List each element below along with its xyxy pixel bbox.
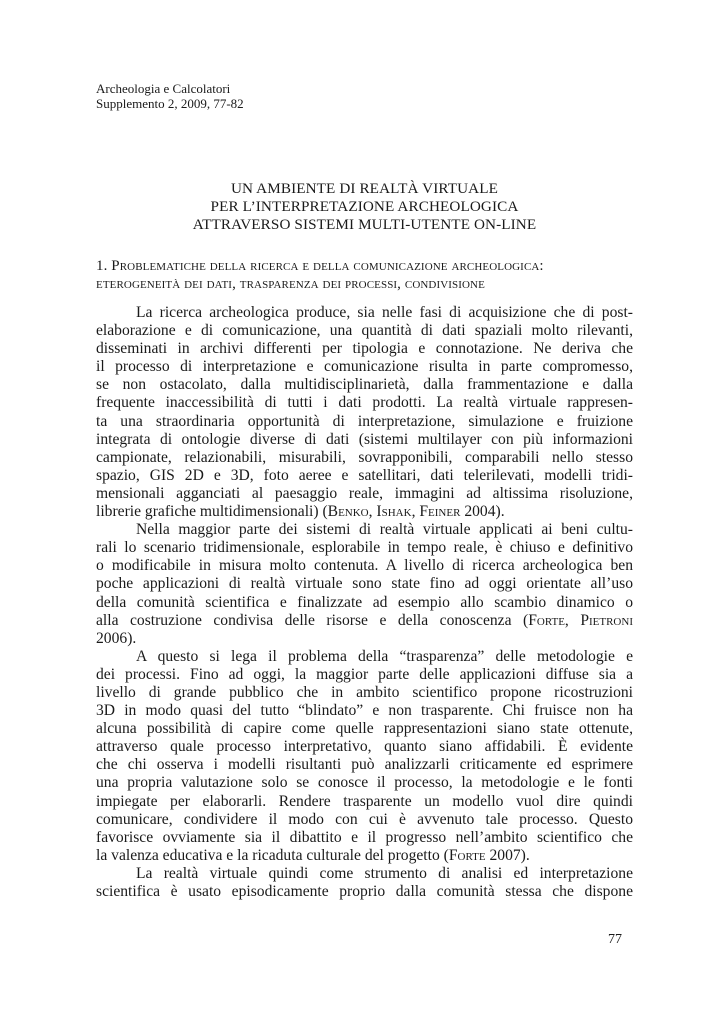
body-text — [96, 304, 633, 901]
body-line-text: alla costruzione condivisa delle risorse e della conoscenza ( — [96, 611, 529, 629]
body-line: il processo di interpretazione e comunicazione risulta in parte compromesso, — [96, 358, 633, 376]
body-line: campionate, relazionabili, misurabili, sovrapponibili, comparabili nello stesso — [96, 448, 633, 466]
body-line: comunicare, condividere il modo con cui è avvenuto tale processo. Questo — [96, 810, 633, 828]
journal-header — [96, 81, 244, 111]
page-number: 77 — [608, 932, 622, 947]
body-line: impiegate per elaborarli. Rendere trasparente un modello vuol dire quindi — [96, 792, 633, 810]
citation-authors: Benko, Ishak, Feiner — [327, 503, 461, 521]
body-line-text: la valenza educativa e la ricaduta culturale del progetto ( — [96, 846, 449, 864]
body-line: scientifica è usato episodicamente proprio dalla comunità stessa che dispone — [96, 883, 633, 900]
body-line: dei processi. Fino ad oggi, la maggior parte delle applicazioni diffuse sia a — [96, 665, 633, 683]
body-line: frequente inaccessibilità di tutti i dati prodotti. La realtà virtuale rappresen- — [96, 394, 633, 412]
citation-authors: Forte — [448, 846, 486, 864]
body-line: o modificabile in misura molto contenuta. A livello di ricerca archeologica ben — [96, 557, 633, 575]
body-line-text: librerie grafiche multidimensionali) ( — [96, 503, 328, 521]
body-line: disseminati in archivi differenti per tipologia e connotazione. Ne deriva che — [96, 340, 633, 358]
body-line: della comunità scientifica e finalizzate ad esempio allo scambio dinamico o — [96, 593, 633, 611]
title-line: UN AMBIENTE DI REALTÀ VIRTUALE — [230, 180, 498, 197]
body-line: che chi osserva i modelli risultanti può analizzarli criticamente ed esprimere — [96, 756, 633, 774]
body-line: una propria valutazione solo se conosce il processo, la metodologie e le fonti — [96, 774, 633, 792]
paper-title — [96, 180, 633, 234]
body-line: 3D in modo quasi del tutto “blindato” e non trasparente. Chi fruisce non ha — [96, 702, 633, 720]
citation-year: 2004). — [460, 503, 505, 521]
body-line — [96, 612, 633, 630]
body-line: A questo si lega il problema della “trasparenza” delle metodologie e — [136, 647, 633, 665]
body-line: se non ostacolato, dalla multidisciplinarietà, dalla frammentazione e dalla — [96, 376, 633, 394]
body-line: Nella maggior parte dei sistemi di realtà virtuale applicati ai beni cultu- — [136, 521, 633, 539]
journal-issue: Supplemento 2, 2009, 77-82 — [96, 96, 244, 111]
body-line: mensionali agganciati al paesaggio reale, immagini ad altissima risoluzione, — [96, 484, 633, 502]
citation-authors: Forte, Pietroni — [528, 611, 633, 629]
body-line: favorisce ovviamente sia il dibattito e il progresso nell’ambito scientifico che — [96, 828, 633, 846]
body-line: ta una straordinaria opportunità di interpretazione, simulazione e fruizione — [96, 412, 633, 430]
body-line: La ricerca archeologica produce, sia nelle fasi di acquisizione che di post- — [136, 304, 633, 321]
body-line: spazio, GIS 2D e 3D, foto aeree e satellitari, dati telerilevati, modelli tridi- — [96, 466, 633, 484]
title-line: PER L’INTERPRETAZIONE ARCHEOLOGICA — [210, 198, 519, 215]
section-heading-line: eterogeneità dei dati, trasparenza dei processi, condivisione — [96, 276, 485, 292]
body-line: La realtà virtuale quindi come strumento di analisi ed interpretazione — [136, 864, 633, 882]
body-line — [96, 847, 633, 865]
body-line: integrata di ontologie diverse di dati (sistemi multilayer con più informazioni — [96, 430, 633, 448]
body-line: elaborazione e di comunicazione, una quantità di dati spaziali molto rilevanti, — [96, 322, 633, 340]
body-line: 2006). — [96, 629, 137, 647]
journal-name: Archeologia e Calcolatori — [96, 81, 231, 96]
citation-year: 2007). — [485, 846, 530, 864]
title-line: ATTRAVERSO SISTEMI MULTI-UTENTE ON-LINE — [192, 216, 537, 233]
section-heading — [96, 257, 633, 293]
body-line: alcuna possibilità di capire come quelle rappresentazioni siano state ottenute, — [96, 720, 633, 738]
body-line: rali lo scenario tridimensionale, esplorabile in tempo reale, è chiuso e definitivo — [96, 539, 633, 557]
body-line: livello di grande pubblico che in ambito scientifico propone ricostruzioni — [96, 683, 633, 701]
body-line: poche applicazioni di realtà virtuale sono state fino ad oggi orientate all’uso — [96, 575, 633, 593]
body-line: attraverso quale processo interpretativo, quanto siano affidabili. È evidente — [96, 738, 633, 756]
section-heading-line: 1. Problematiche della ricerca e della comunicazione archeologica: — [96, 258, 544, 274]
body-line — [96, 503, 633, 521]
